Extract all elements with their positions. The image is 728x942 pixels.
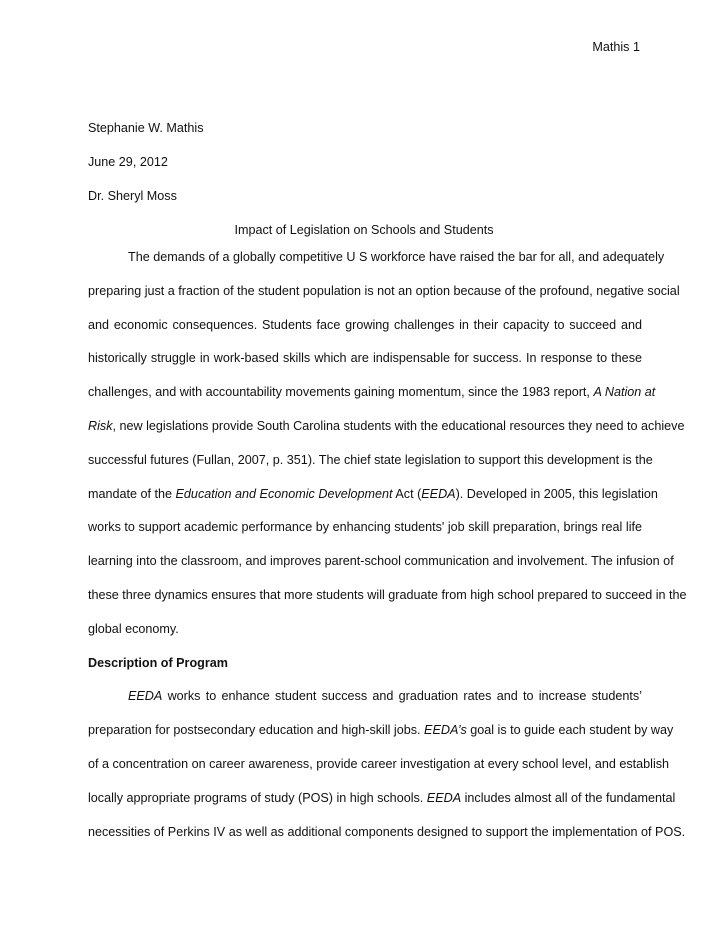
paragraph-1-line: The demands of a globally competitive U S workforce have raised the bar for all, and adequately <box>128 250 665 264</box>
author-name: Stephanie W. Mathis <box>88 121 204 135</box>
paragraph-2-line <box>88 719 674 753</box>
acronym-italic: EEDA <box>426 790 462 805</box>
instructor-name: Dr. Sheryl Moss <box>88 189 177 203</box>
text-run: preparation for postsecondary education and high-skill jobs. <box>88 723 421 738</box>
text-run: goal is to guide each student by way <box>470 723 674 738</box>
running-head: Mathis 1 <box>592 40 640 54</box>
text-run: ). Developed in 2005, this legislation <box>455 486 658 501</box>
paragraph-1-line <box>88 381 656 415</box>
paragraph-2-line: of a concentration on career awareness, provide career investigation at every school level, and establish <box>88 756 670 771</box>
text-run: mandate of the <box>88 486 173 501</box>
text-run: locally appropriate programs of study (POS) in high schools. <box>88 790 424 805</box>
paragraph-1-line: successful futures (Fullan, 2007, p. 351). The chief state legislation to support this development is the <box>88 452 653 467</box>
section-heading: Description of Program <box>88 655 228 670</box>
paragraph-1-line <box>88 483 658 517</box>
text-run <box>395 487 658 501</box>
text-run: includes almost all of the fundamental <box>464 790 676 805</box>
paragraph-2-line <box>88 787 676 821</box>
acronym-italic: EEDA <box>128 689 163 704</box>
paragraph-2-line <box>88 685 642 719</box>
text-run: Act ( <box>395 486 422 501</box>
report-title-italic: A Nation at <box>593 385 656 400</box>
acronym-italic: EEDA <box>421 486 456 501</box>
text-run: challenges, and with accountability movements gaining momentum, since the 1983 report, <box>88 385 590 400</box>
paragraph-1-line: learning into the classroom, and improves parent-school communication and involvement. The infusion of <box>88 554 674 569</box>
paragraph-2-line: necessities of Perkins IV as well as additional components designed to support the implementation of POS. <box>88 824 686 839</box>
date: June 29, 2012 <box>88 155 168 169</box>
paragraph-1-line <box>88 415 685 449</box>
paragraph-1-line: and economic consequences. Students face growing challenges in their capacity to succeed and <box>88 317 642 332</box>
text-run: , new legislations provide South Carolina students with the educational resources they need to achieve <box>112 418 685 433</box>
paragraph-1-line: works to support academic performance by enhancing students' job skill preparation, brings real life <box>88 520 642 535</box>
acronym-italic: EEDA’s <box>424 723 467 738</box>
document-title: Impact of Legislation on Schools and Students <box>234 223 494 237</box>
paragraph-1-line: these three dynamics ensures that more students will graduate from high school prepared to succeed in the <box>88 587 687 602</box>
paragraph-1-line: global economy. <box>88 621 179 636</box>
document-body <box>88 246 687 854</box>
text-run: works to enhance student success and graduation rates and to increase students’ <box>167 689 642 704</box>
paragraph-1-line: preparing just a fraction of the student population is not an option because of the profound, negative social <box>88 283 680 298</box>
act-title-italic: Education and Economic Development <box>175 486 393 501</box>
report-title-italic: Risk <box>88 418 113 433</box>
paragraph-1-line: historically struggle in work-based skills which are indispensable for success. In response to these <box>88 351 642 366</box>
